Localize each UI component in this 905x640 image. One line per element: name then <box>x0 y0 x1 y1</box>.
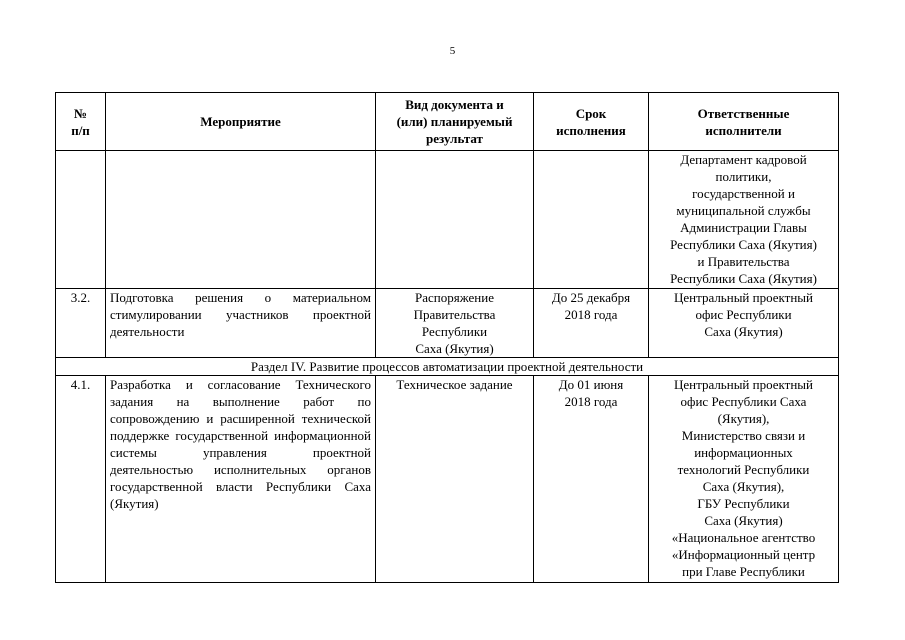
cell-responsible: Центральный проектный офис Республики Саха (Якутия), Министерство связи и информационных технологий Республики Саха (Якутия), ГБУ Республики Саха (Якутия) «Национальное агентство «Информационный центр при Главе Республики <box>671 377 816 579</box>
header-num: № п/п <box>56 93 106 151</box>
cell-num: 3.2. <box>56 289 106 358</box>
section-heading: Раздел IV. Развитие процессов автоматизации проектной деятельности <box>56 358 839 376</box>
cell-responsible: Центральный проектный офис Республики Саха (Якутия) <box>649 289 839 358</box>
cell-document: Техническое задание <box>376 376 534 583</box>
cell-term: До 01 июня 2018 года <box>534 376 649 583</box>
table-header-row <box>56 93 839 151</box>
cell-term: До 25 декабря 2018 года <box>534 289 649 358</box>
cell-event: Разработка и согласование Технического задания на выполнение работ по сопровождению и расширенной технической поддержке государственной информационной системы управления проектной деятельностью исполнительных органов государственной власти Республики Саха (Якутия) <box>106 376 376 583</box>
cell-responsible: Департамент кадровой политики, государственной и муниципальной службы Администрации Главы Республики Саха (Якутия) и Правительства Республики Саха (Якутия) <box>649 151 839 289</box>
header-event: Мероприятие <box>106 93 376 151</box>
cell-num <box>56 151 106 289</box>
header-responsible: Ответственные исполнители <box>649 93 839 151</box>
table-row-3-2 <box>56 289 839 358</box>
header-term: Срок исполнения <box>534 93 649 151</box>
cell-event <box>106 151 376 289</box>
table-row-continuation <box>56 151 839 289</box>
cell-num: 4.1. <box>56 376 106 583</box>
section-heading-row <box>56 358 839 376</box>
cell-term <box>534 151 649 289</box>
cell-document: Распоряжение Правительства Республики Саха (Якутия) <box>376 289 534 358</box>
events-table <box>55 92 839 583</box>
cell-responsible-wrap <box>649 376 839 583</box>
header-document: Вид документа и (или) планируемый результат <box>376 93 534 151</box>
cell-document <box>376 151 534 289</box>
cell-event: Подготовка решения о материальном стимулировании участников проектной деятельности <box>106 289 376 358</box>
page-number: 5 <box>449 45 456 57</box>
table-row-4-1 <box>56 376 839 583</box>
